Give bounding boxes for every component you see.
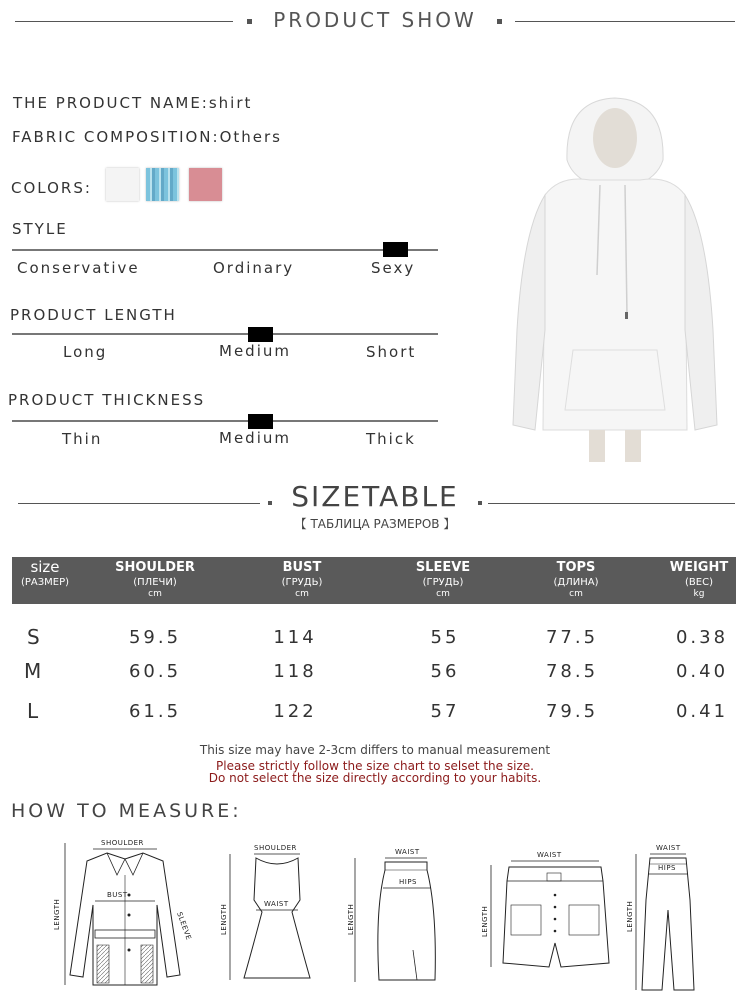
svg-text:LENGTH: LENGTH bbox=[481, 905, 489, 937]
style-option-ordinary: Ordinary bbox=[213, 259, 295, 277]
style-title: STYLE bbox=[12, 220, 68, 238]
length-option-short: Short bbox=[366, 343, 417, 361]
table-row-size-l: L bbox=[27, 699, 39, 723]
how-to-measure-title: HOW TO MEASURE: bbox=[11, 800, 242, 822]
svg-text:WAIST: WAIST bbox=[656, 844, 681, 852]
length-title: PRODUCT LENGTH bbox=[10, 306, 177, 324]
section-title: PRODUCT SHOW bbox=[273, 8, 477, 32]
svg-text:WAIST: WAIST bbox=[264, 900, 289, 908]
product-name: THE PRODUCT NAME:shirt bbox=[13, 94, 253, 112]
table-cell: 56 bbox=[430, 661, 460, 682]
measurement-note: This size may have 2-3cm differs to manual measurement bbox=[199, 743, 551, 757]
thickness-option-thick: Thick bbox=[366, 430, 416, 448]
style-option-sexy: Sexy bbox=[371, 259, 416, 277]
svg-text:LENGTH: LENGTH bbox=[626, 900, 634, 932]
style-option-conservative: Conservative bbox=[17, 259, 140, 277]
header-shoulder: SHOULDER (ПЛЕЧИ) cm bbox=[115, 560, 195, 599]
sizetable-square-right bbox=[478, 501, 482, 505]
length-scale-marker bbox=[248, 327, 273, 342]
color-swatch-white[interactable] bbox=[106, 168, 139, 201]
warning-habits: Do not select the size directly according to your habits. bbox=[208, 771, 542, 785]
size-table-header bbox=[12, 557, 736, 604]
pants-measure-diagram bbox=[622, 840, 702, 995]
header-tops: TOPS (ДЛИНА) cm bbox=[553, 560, 599, 599]
thickness-scale-line bbox=[12, 420, 438, 422]
sizetable-line-right bbox=[488, 503, 735, 504]
skirt-measure-diagram bbox=[345, 840, 445, 990]
length-option-medium: Medium bbox=[219, 342, 291, 360]
color-swatch-pink[interactable] bbox=[189, 168, 222, 201]
table-cell: 0.41 bbox=[675, 701, 729, 722]
table-cell: 61.5 bbox=[128, 701, 182, 722]
svg-text:BUST: BUST bbox=[107, 891, 128, 899]
svg-text:LENGTH: LENGTH bbox=[53, 898, 61, 930]
table-cell: 118 bbox=[273, 661, 317, 682]
svg-text:HIPS: HIPS bbox=[399, 878, 417, 886]
thickness-scale-marker bbox=[248, 414, 273, 429]
svg-text:SHOULDER: SHOULDER bbox=[101, 839, 144, 847]
svg-text:WAIST: WAIST bbox=[395, 848, 420, 856]
table-cell: 79.5 bbox=[545, 701, 599, 722]
header-line-right bbox=[515, 21, 735, 22]
colors-label: COLORS: bbox=[11, 179, 92, 197]
header-weight: WEIGHT (ВЕС) kg bbox=[669, 560, 729, 599]
table-cell: 55 bbox=[430, 627, 460, 648]
sizetable-title: SIZETABLE bbox=[291, 480, 459, 513]
table-cell: 0.40 bbox=[675, 661, 729, 682]
length-scale-line bbox=[12, 333, 438, 335]
header-sleeve: SLEEVE (ГРУДЬ) cm bbox=[415, 560, 471, 599]
table-cell: 60.5 bbox=[128, 661, 182, 682]
svg-text:SHOULDER: SHOULDER bbox=[254, 844, 297, 852]
thickness-option-thin: Thin bbox=[62, 430, 103, 448]
header-bust: BUST (ГРУДЬ) cm bbox=[281, 560, 323, 599]
table-cell: 114 bbox=[273, 627, 317, 648]
thickness-option-medium: Medium bbox=[219, 429, 291, 447]
color-swatch-blue[interactable] bbox=[146, 168, 179, 201]
table-cell: 0.38 bbox=[675, 627, 729, 648]
warning-follow-chart: Please strictly follow the size chart to selset the size. bbox=[216, 759, 534, 773]
jacket-measure-diagram bbox=[45, 835, 205, 993]
shorts-measure-diagram bbox=[475, 845, 615, 975]
table-row-size-m: M bbox=[24, 659, 42, 683]
svg-text:SLEEVE: SLEEVE bbox=[175, 910, 193, 942]
length-option-long: Long bbox=[63, 343, 108, 361]
svg-text:LENGTH: LENGTH bbox=[347, 903, 355, 935]
table-cell: 78.5 bbox=[545, 661, 599, 682]
thickness-title: PRODUCT THICKNESS bbox=[8, 391, 206, 409]
fabric-label: FABRIC COMPOSITION: bbox=[12, 128, 220, 146]
table-cell: 122 bbox=[273, 701, 317, 722]
svg-text:WAIST: WAIST bbox=[537, 851, 562, 859]
header-square-right bbox=[497, 19, 502, 24]
header-size: size (РАЗМЕР) bbox=[20, 558, 70, 588]
sizetable-subtitle: 【 ТАБЛИЦА РАЗМЕРОВ 】 bbox=[294, 517, 456, 531]
fabric-value: Others bbox=[219, 128, 282, 146]
table-cell: 57 bbox=[430, 701, 460, 722]
style-scale-line bbox=[12, 249, 438, 251]
fabric-composition bbox=[12, 128, 282, 146]
table-cell: 59.5 bbox=[128, 627, 182, 648]
svg-text:LENGTH: LENGTH bbox=[220, 903, 228, 935]
table-cell: 77.5 bbox=[545, 627, 599, 648]
svg-text:HIPS: HIPS bbox=[658, 864, 676, 872]
style-scale-marker bbox=[383, 242, 408, 257]
product-photo bbox=[505, 90, 730, 470]
table-row-size-s: S bbox=[27, 625, 40, 649]
dress-measure-diagram bbox=[212, 840, 312, 990]
